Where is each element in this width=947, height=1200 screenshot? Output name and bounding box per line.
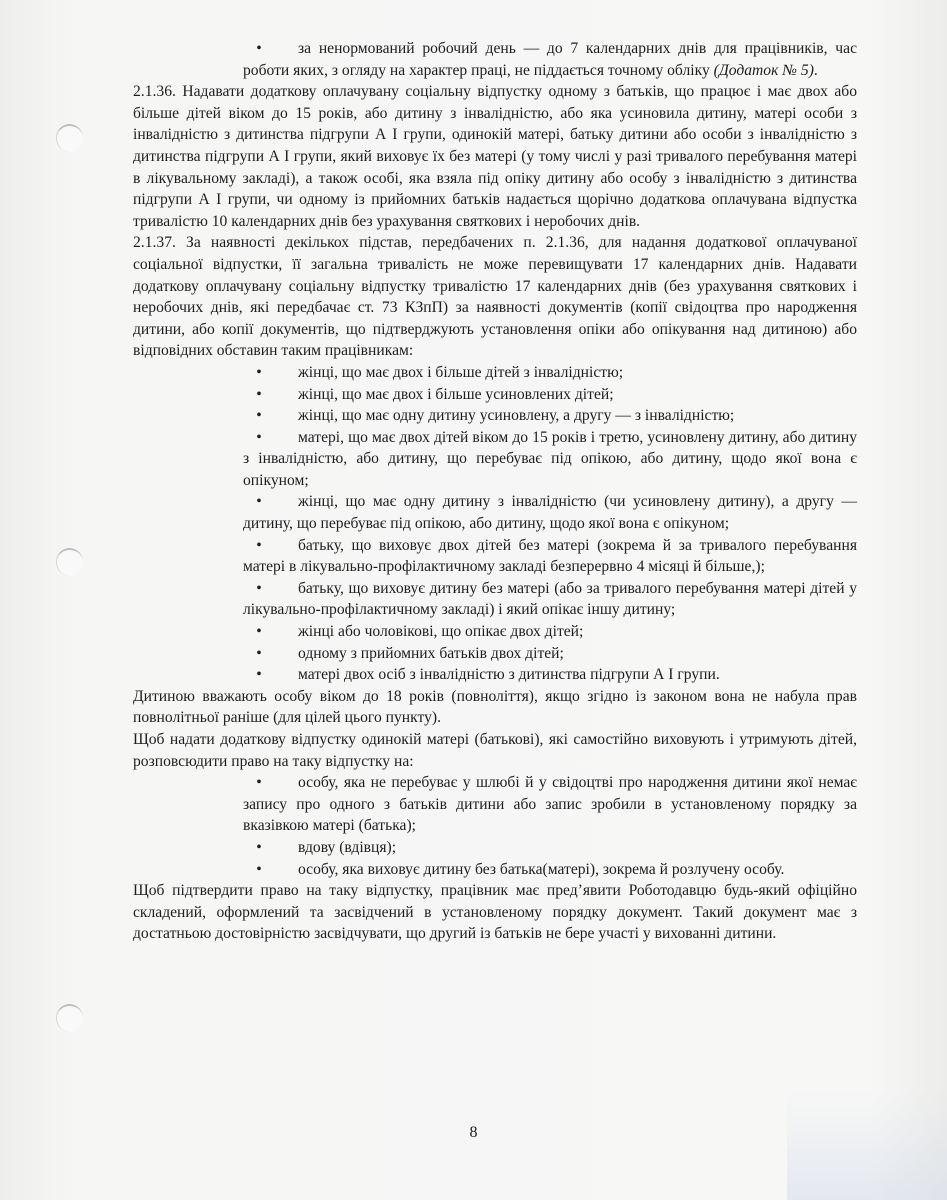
paragraph-2-1-37: 2.1.37. За наявності декількох підстав, передбачених п. 2.1.36, для надання додаткової оплачуваної соціальної відпустки, її загальна тривалість не може перевищувати 17 календарних днів. Надавати додаткову оплачувану соціальну відпустку тривалістю 17 календарних днів (без урахування святкових і неробочих днів, які передбачає ст. 73 КЗпП) за наявності документів (копії свідоцтва про народження дитини, або копії документів, що підтверджують установлення опіки або опікування над дитиною) або відповідних обставин таким працівникам: xyxy=(133,234,857,360)
bullet-dot: • xyxy=(256,40,262,57)
bullet-dot: • xyxy=(256,407,262,425)
list-item: • одному з прийомних батьків двох дітей; xyxy=(133,643,857,665)
bullet-dot: • xyxy=(256,363,262,381)
bullet-dot: • xyxy=(256,579,262,597)
single-parent-paragraph: Щоб надати додаткову відпустку одинокій матері (батькові), які самостійно виховують і утримують дітей, розповсюдити право на таку відпустку на: xyxy=(133,731,857,770)
list-item: • батьку, що виховує дитину без матері (або за тривалого перебування матері дітей у лікувально-профілактичному закладі) і який опікає іншу дитину; xyxy=(243,579,857,619)
bullet-dot: • xyxy=(256,493,262,511)
list-item: • вдову (вдівця); xyxy=(133,837,857,859)
single-parent-list xyxy=(133,772,857,880)
list-item: • особу, яка не перебуває у шлюбі й у свідоцтві про народження дитини якої немає запису про одного з батьків дитини або запис зробили в установленому порядку за вказівкою матері (батька); xyxy=(243,774,857,835)
bullet-dot: • xyxy=(256,623,262,641)
scan-shadow xyxy=(787,1090,947,1200)
punch-hole xyxy=(56,124,83,152)
bullet-text: за ненормований робочий день — до 7 календарних днів для працівників, час роботи яких, з огляду на характер праці, не піддається точному обліку xyxy=(243,40,857,79)
child-definition-paragraph: Дитиною вважають особу віком до 18 років (повноліття), якщо згідно із законом вона не набула прав повнолітньої раніше (для цілей цього пункту). xyxy=(133,687,857,727)
bullet-dot: • xyxy=(256,666,262,684)
document-body xyxy=(133,38,857,945)
bullet-dot: • xyxy=(256,774,262,792)
list-item: • особу, яка виховує дитину без батька(матері), зокрема й розлучену особу. xyxy=(133,859,857,881)
list-item: • жінці, що має одну дитину з інвалідністю (чи усиновлену дитину), а другу — дитину, що перебуває під опікою, або дитину, щодо якої вона є опікуном; xyxy=(243,493,857,533)
list-item: • матері двох осіб з інвалідністю з дитинства підгрупи А І групи. xyxy=(133,664,857,686)
bullet-dot: • xyxy=(256,385,262,403)
punch-hole xyxy=(56,548,83,576)
paragraph-2-1-36: 2.1.36. Надавати додаткову оплачувану соціальну відпустку одному з батьків, що працює і має двох або більше дітей віком до 15 років, або дитину з інвалідністю, або яка усиновила дитину, матері особи з інвалідністю з дитинства підгрупи А І групи, одинокій матері, батьку дитини або особи з інвалідністю з дитинства підгрупи А І групи, який виховує їх без матері (у тому числі у разі тривалого перебування матері в лікувальному закладі), а також особі, яка взяла під опіку дитину або особу з інвалідністю з дитинства підгрупи А І групи, чи одному із прийомних батьків надається щорічно додаткова оплачувана відпустка тривалістю 10 календарних днів без урахування святкових і неробочих днів. xyxy=(133,83,857,230)
bullet-dot: • xyxy=(256,860,262,878)
list-item: • матері, що має двох дітей віком до 15 років і третю, усиновлену дитину, або дитину з інвалідністю, або дитину, що перебуває під опікою, або дитину, щодо якої вона є опікуном; xyxy=(243,428,857,489)
bullet-dot: • xyxy=(256,838,262,856)
eligible-workers-list xyxy=(133,362,857,686)
list-item: • батьку, що виховує двох дітей без матері (зокрема й за тривалого перебування матері в лікувально-профілактичному закладі безперервно 4 місяці й більше,); xyxy=(243,536,857,576)
list-item: • жінці або чоловікові, що опікає двох дітей; xyxy=(133,621,857,643)
list-item: • жінці, що має двох і більше усиновлених дітей; xyxy=(133,384,857,406)
punch-hole xyxy=(56,1004,83,1032)
list-item: • жінці, що має двох і більше дітей з інвалідністю; xyxy=(133,362,857,384)
bullet-item: • за ненормований робочий день — до 7 календарних днів для працівників, час роботи яких, з огляду на характер праці, не піддається точному обліку (Додаток № 5). xyxy=(243,40,857,79)
list-item: • жінці, що має одну дитину усиновлену, а другу — з інвалідністю; xyxy=(133,405,857,427)
confirmation-paragraph: Щоб підтвердити право на таку відпустку, працівник має пред’явити Роботодавцю будь-який офіційно складений, оформлений та засвідчений в установленому порядку документ. Такий документ має з достатньою достовірністю засвідчувати, що другий із батьків не бере участі у вихованні дитини. xyxy=(133,882,857,943)
bullet-dot: • xyxy=(256,428,262,446)
appendix-reference: (Додаток № 5) xyxy=(713,61,814,79)
page-number: 8 xyxy=(469,1124,478,1141)
bullet-dot: • xyxy=(256,644,262,662)
bullet-dot: • xyxy=(256,536,262,554)
